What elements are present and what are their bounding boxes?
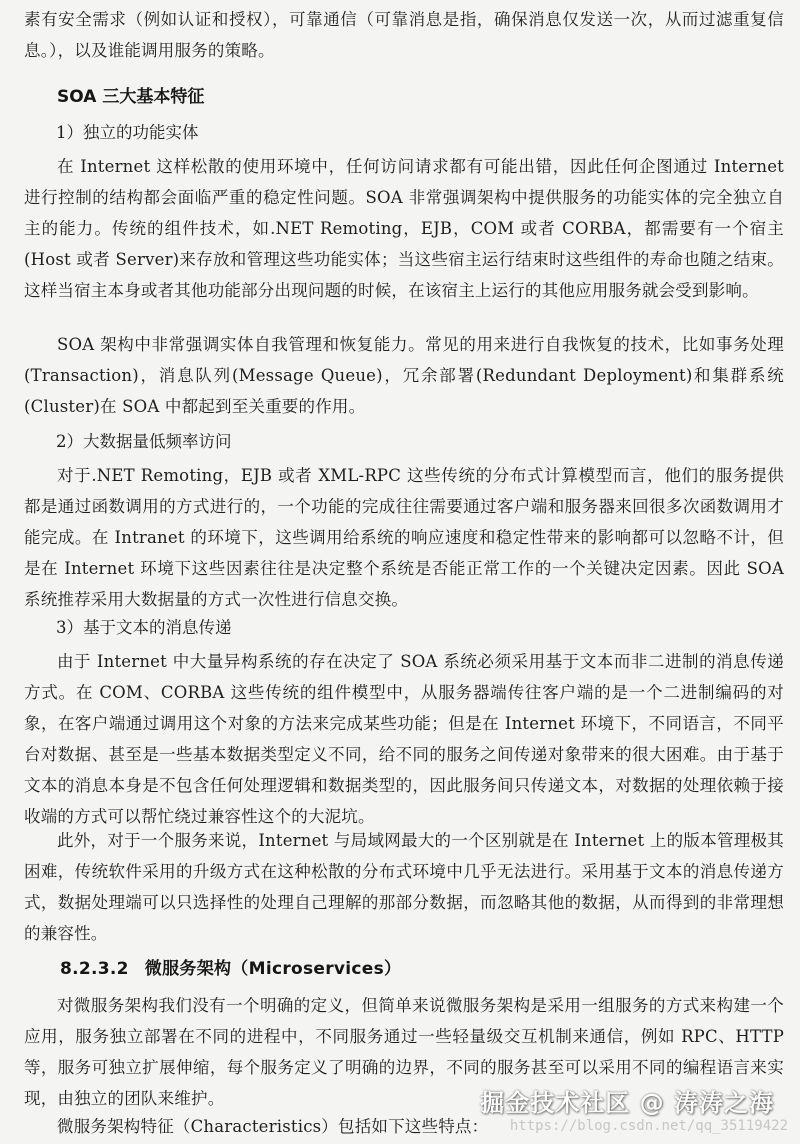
feature-2-title: 2）大数据量低频率访问	[56, 432, 232, 451]
soa-features-heading: SOA 三大基本特征	[57, 87, 205, 107]
feature-3-paragraph-2: 此外，对于一个服务来说，Internet 与局域网最大的一个区别就是在 Internet 上的版本管理极其困难，传统软件采用的升级方式在这种松散的分布式环境中几乎无法进行。采用基于文本的消息传递方式，数据处理端可以只选择性的处理自己理解的那部分数据，而忽略其他的数据，从而得到的非常理想的兼容性。	[24, 831, 784, 943]
microservices-paragraph-1: 对微服务架构我们没有一个明确的定义，但简单来说微服务架构是采用一组服务的方式来构建一个应用，服务独立部署在不同的进程中，不同服务通过一些轻量级交互机制来通信，例如 RPC、HTTP 等，服务可独立扩展伸缩，每个服务定义了明确的边界，不同的服务甚至可以采用不同的编程语言来实现，由独立的团队来维护。	[24, 996, 784, 1108]
url-watermark: https://blog.csdn.net/qq_35119422	[509, 1118, 788, 1134]
microservices-paragraph-2: 微服务架构特征（Characteristics）包括如下这些特点：	[57, 1117, 489, 1136]
section-number: 8.2.3.2	[60, 959, 129, 979]
section-heading-microservices	[60, 955, 401, 983]
feature-2-paragraph-1: 对于.NET Remoting，EJB 或者 XML-RPC 这些传统的分布式计算模型而言，他们的服务提供都是通过函数调用的方式进行的，一个功能的完成往往需要通过客户端和服务器来回很多次函数调用才能完成。在 Intranet 的环境下，这些调用给系统的响应速度和稳定性带来的影响都可以忽略不计，但是在 Internet 环境下这些因素往往是决定整个系统是否能正常工作的一个关键决定因素。因此 SOA 系统推荐采用大数据量的方式一次性进行信息交换。	[24, 466, 784, 609]
intro-paragraph: 素有安全需求（例如认证和授权），可靠通信（可靠消息是指，确保消息仅发送一次，从而过滤重复信息。），以及谁能调用服务的策略。	[24, 10, 784, 60]
feature-1-paragraph-1: 在 Internet 这样松散的使用环境中，任何访问请求都有可能出错，因此任何企图通过 Internet 进行控制的结构都会面临严重的稳定性问题。SOA 非常强调架构中提供服务的功能实体的完全独立自主的能力。传统的组件技术，如.NET Remoting，EJB，COM 或者 CORBA，都需要有一个宿主(Host 或者 Server)来存放和管理这些功能实体；当这些宿主运行结束时这些组件的寿命也随之结束。这样当宿主本身或者其他功能部分出现问题的时候，在该宿主上运行的其他应用服务就会受到影响。	[24, 157, 784, 300]
feature-3-title: 3）基于文本的消息传递	[56, 618, 232, 637]
feature-1-title: 1）独立的功能实体	[56, 123, 199, 142]
site-watermark: 掘金技术社区 @ 涛涛之海	[480, 1089, 774, 1117]
feature-1-paragraph-2: SOA 架构中非常强调实体自我管理和恢复能力。常见的用来进行自我恢复的技术，比如事务处理(Transaction)，消息队列(Message Queue)，冗余部署(Redundant Deployment)和集群系统(Cluster)在 SOA 中都起到至关重要的作用。	[24, 335, 784, 416]
feature-3-paragraph-1: 由于 Internet 中大量异构系统的存在决定了 SOA 系统必须采用基于文本而非二进制的消息传递方式。在 COM、CORBA 这些传统的组件模型中，从服务器端传往客户端的是一个二进制编码的对象，在客户端通过调用这个对象的方法来完成某些功能；但是在 Internet 环境下，不同语言，不同平台对数据、甚至是一些基本数据类型定义不同，给不同的服务之间传递对象带来的很大困难。由于基于文本的消息本身是不包含任何处理逻辑和数据类型的，因此服务间只传递文本，对数据的处理依赖于接收端的方式可以帮忙绕过兼容性这个的大泥坑。	[24, 652, 784, 826]
section-title: 微服务架构（Microservices）	[144, 959, 402, 979]
